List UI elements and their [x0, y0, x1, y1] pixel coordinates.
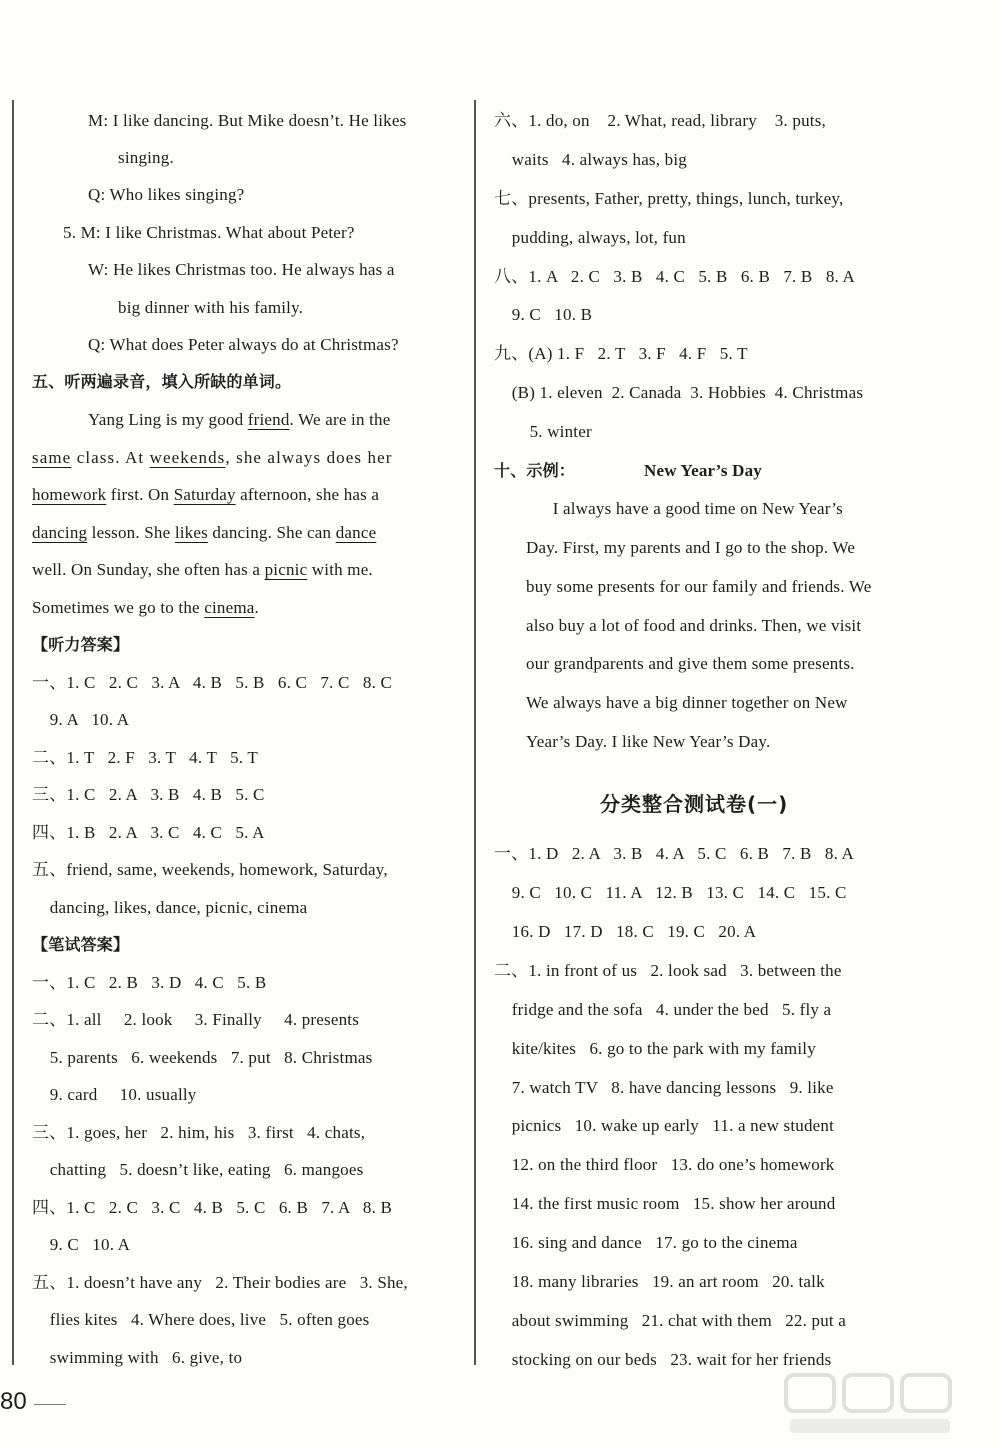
blank-cinema: cinema [204, 598, 255, 617]
written-answer-line: 二、1. all 2. look 3. Finally 4. presents [32, 1010, 360, 1029]
dialogue-line: big dinner with his family. [118, 298, 304, 317]
written-answers-heading: 【笔试答案】 [32, 935, 130, 954]
listening-answer-line: 五、friend, same, weekends, homework, Saturday, [32, 860, 388, 879]
left-margin-rule [12, 100, 14, 1365]
written-answer-line: swimming with 6. give, to [32, 1348, 243, 1367]
dialogue-line: M: I like dancing. But Mike doesn’t. He likes [88, 111, 407, 130]
essay-line: Year’s Day. I like New Year’s Day. [526, 732, 771, 751]
listening-answers-heading: 【听力答案】 [32, 635, 130, 654]
written-answer-line: 三、1. goes, her 2. him, his 3. first 4. chats, [32, 1123, 366, 1142]
column-divider [474, 100, 476, 1365]
passage-line-2: same class. At weekends, she always does her [32, 448, 393, 467]
page-number-rule [34, 1404, 66, 1405]
watermark-logo-icon [780, 1369, 960, 1439]
listening-answer-line: dancing, likes, dance, picnic, cinema [32, 898, 308, 917]
answer-line: waits 4. always has, big [494, 150, 687, 169]
dialogue-line: Q: Who likes singing? [88, 185, 245, 204]
test-answer-line: 16. D 17. D 18. C 19. C 20. A [494, 922, 757, 941]
listening-answer-line: 9. A 10. A [32, 710, 130, 729]
dialogue-line: singing. [118, 148, 174, 167]
blank-weekends: weekends [149, 448, 226, 467]
answer-line: pudding, always, lot, fun [494, 228, 686, 247]
test-answer-line: 一、1. D 2. A 3. B 4. A 5. C 6. B 7. B 8. A [494, 844, 855, 863]
test-answer-line: 16. sing and dance 17. go to the cinema [494, 1233, 798, 1252]
test-answer-line: 12. on the third floor 13. do one’s homework [494, 1155, 835, 1174]
written-answer-line: 五、1. doesn’t have any 2. Their bodies are 3. She, [32, 1273, 408, 1292]
written-answer-line: 9. C 10. A [32, 1235, 131, 1254]
test-answer-line: 9. C 10. C 11. A 12. B 13. C 14. C 15. C [494, 883, 847, 902]
test-answer-line: kite/kites 6. go to the park with my family [494, 1039, 816, 1058]
essay-line: our grandparents and give them some presents. [526, 654, 855, 673]
essay-line: buy some presents for our family and friends. We [526, 577, 872, 596]
answer-line: 七、presents, Father, pretty, things, lunch, turkey, [494, 189, 844, 208]
test-answer-line: stocking on our beds 23. wait for her friends [494, 1350, 832, 1369]
test-answer-line: 14. the first music room 15. show her around [494, 1194, 836, 1213]
blank-friend: friend [247, 410, 290, 429]
answer-line: 九、(A) 1. F 2. T 3. F 4. F 5. T [494, 344, 748, 363]
written-answer-line: 5. parents 6. weekends 7. put 8. Christmas [32, 1048, 373, 1067]
blank-picnic: picnic [264, 560, 308, 579]
essay-line: I always have a good time on New Year’s [526, 499, 843, 518]
blank-dance: dance [335, 523, 377, 542]
passage-line-4: dancing lesson. She likes dancing. She can dance [32, 523, 377, 542]
listening-answer-line: 二、1. T 2. F 3. T 4. T 5. T [32, 748, 258, 767]
test-answer-line: 18. many libraries 19. an art room 20. talk [494, 1272, 825, 1291]
written-answer-line: 四、1. C 2. C 3. C 4. B 5. C 6. B 7. A 8. B [32, 1198, 393, 1217]
test-answer-line: 7. watch TV 8. have dancing lessons 9. like [494, 1078, 834, 1097]
test-answer-line: about swimming 21. chat with them 22. put a [494, 1311, 847, 1330]
blank-same: same [32, 448, 72, 467]
section-5-heading: 五、听两遍录音，填入所缺的单词。 [32, 372, 292, 391]
blank-homework: homework [32, 485, 107, 504]
answer-line: 5. winter [494, 422, 592, 441]
dialogue-line: Q: What does Peter always do at Christmas? [88, 335, 399, 354]
essay-line: Day. First, my parents and I go to the shop. We [526, 538, 856, 557]
answer-line: (B) 1. eleven 2. Canada 3. Hobbies 4. Christmas [494, 383, 864, 402]
page-number: 80 [0, 1388, 27, 1415]
listening-answer-line: 一、1. C 2. C 3. A 4. B 5. B 6. C 7. C 8. C [32, 673, 393, 692]
test-answer-line: picnics 10. wake up early 11. a new student [494, 1116, 835, 1135]
passage-line-5: well. On Sunday, she often has a picnic with me. [32, 560, 373, 579]
answer-line: 9. C 10. B [494, 305, 593, 324]
written-answer-line: chatting 5. doesn’t like, eating 6. mangoes [32, 1160, 364, 1179]
section-title: 分类整合测试卷(一) [600, 792, 789, 816]
written-answer-line: flies kites 4. Where does, live 5. often goes [32, 1310, 370, 1329]
essay-line: We always have a big dinner together on New [526, 693, 848, 712]
passage-line-6: Sometimes we go to the cinema. [32, 598, 259, 617]
test-answer-line: fridge and the sofa 4. under the bed 5. fly a [494, 1000, 832, 1019]
listening-answer-line: 四、1. B 2. A 3. C 4. C 5. A [32, 823, 265, 842]
dialogue-line: 5. M: I like Christmas. What about Peter? [63, 223, 355, 242]
answer-line: 八、1. A 2. C 3. B 4. C 5. B 6. B 7. B 8. A [494, 267, 855, 286]
blank-likes: likes [174, 523, 208, 542]
example-label: 十、示例： [494, 461, 576, 480]
passage-line-1: Yang Ling is my good friend. We are in the [88, 410, 391, 429]
answer-line: 六、1. do, on 2. What, read, library 3. puts, [494, 111, 826, 130]
dialogue-line: W: He likes Christmas too. He always has a [88, 260, 395, 279]
written-answer-line: 一、1. C 2. B 3. D 4. C 5. B [32, 973, 267, 992]
test-answer-line: 二、1. in front of us 2. look sad 3. between the [494, 961, 842, 980]
blank-dancing: dancing [32, 523, 88, 542]
written-answer-line: 9. card 10. usually [32, 1085, 197, 1104]
essay-line: also buy a lot of food and drinks. Then, we visit [526, 616, 862, 635]
blank-saturday: Saturday [173, 485, 236, 504]
passage-line-3: homework first. On Saturday afternoon, she has a [32, 485, 380, 504]
listening-answer-line: 三、1. C 2. A 3. B 4. B 5. C [32, 785, 265, 804]
essay-title: New Year’s Day [644, 461, 762, 480]
